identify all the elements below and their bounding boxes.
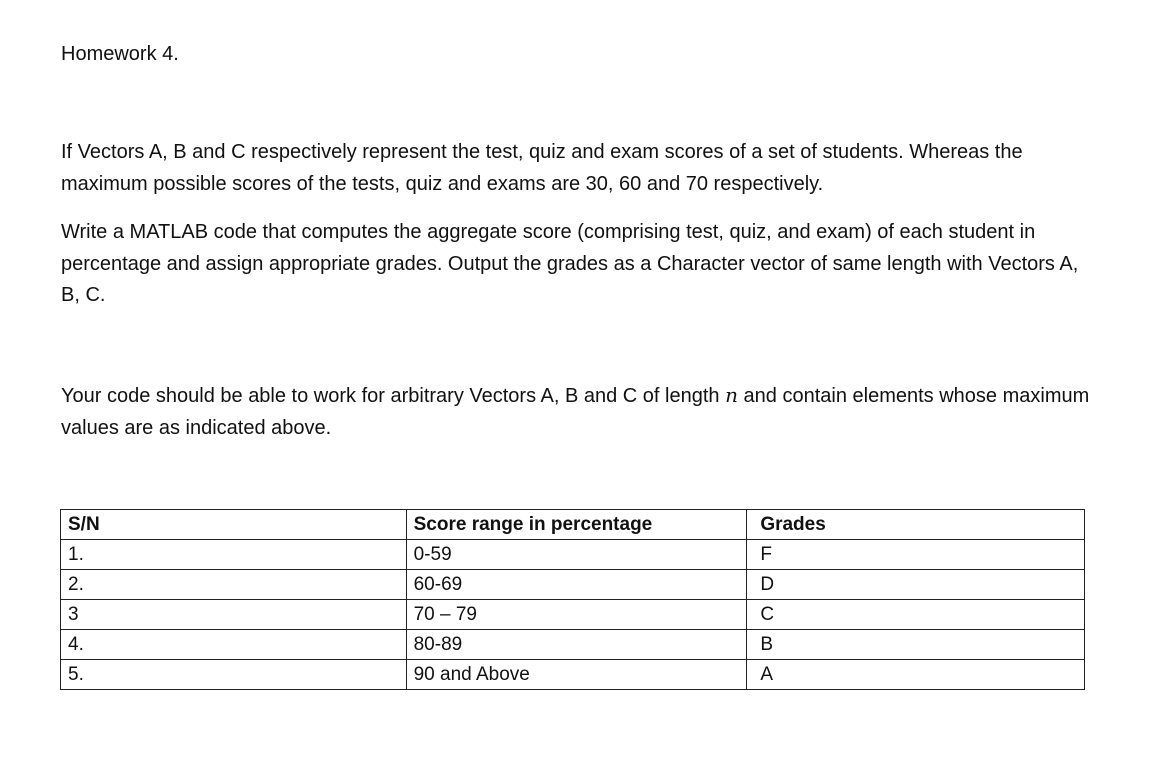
header-grades: Grades — [747, 510, 1085, 540]
cell-grade: A — [747, 660, 1085, 690]
cell-grade: B — [747, 630, 1085, 660]
cell-sn: 1. — [61, 540, 407, 570]
document-title: Homework 4. — [61, 43, 179, 65]
table-row — [61, 570, 1085, 600]
table-row — [61, 600, 1085, 630]
table-row — [61, 660, 1085, 690]
requirements-paragraph — [61, 380, 1101, 444]
table-header-row — [61, 510, 1085, 540]
task-description-paragraph: Write a MATLAB code that computes the aggregate score (comprising test, quiz, and exam) of each student in percentage and assign appropriate grades. Output the grades as a Character vector of same length with Vectors A, B, C. — [61, 221, 1079, 306]
cell-score-range: 90 and Above — [406, 660, 747, 690]
header-sn: S/N — [61, 510, 407, 540]
cell-grade: D — [747, 570, 1085, 600]
cell-score-range: 60-69 — [406, 570, 747, 600]
requirements-text-after: and contain elements whose maximum values are as indicated above. — [61, 385, 1090, 439]
cell-score-range: 70 – 79 — [406, 600, 747, 630]
length-variable: n — [725, 383, 738, 407]
cell-score-range: 0-59 — [406, 540, 747, 570]
table-row — [61, 540, 1085, 570]
header-score-range: Score range in percentage — [406, 510, 747, 540]
table-row — [61, 630, 1085, 660]
cell-sn: 5. — [61, 660, 407, 690]
cell-sn: 4. — [61, 630, 407, 660]
cell-score-range: 80-89 — [406, 630, 747, 660]
cell-grade: F — [747, 540, 1085, 570]
cell-sn: 2. — [61, 570, 407, 600]
cell-sn: 3 — [61, 600, 407, 630]
grading-table — [60, 509, 1085, 690]
problem-statement-paragraph: If Vectors A, B and C respectively represent the test, quiz and exam scores of a set of students. Whereas the maximum possible scores of the tests, quiz and exams are 30, 60 and 70 respectively. — [61, 141, 1023, 195]
cell-grade: C — [747, 600, 1085, 630]
requirements-text-before: Your code should be able to work for arbitrary Vectors A, B and C of length — [61, 385, 726, 407]
